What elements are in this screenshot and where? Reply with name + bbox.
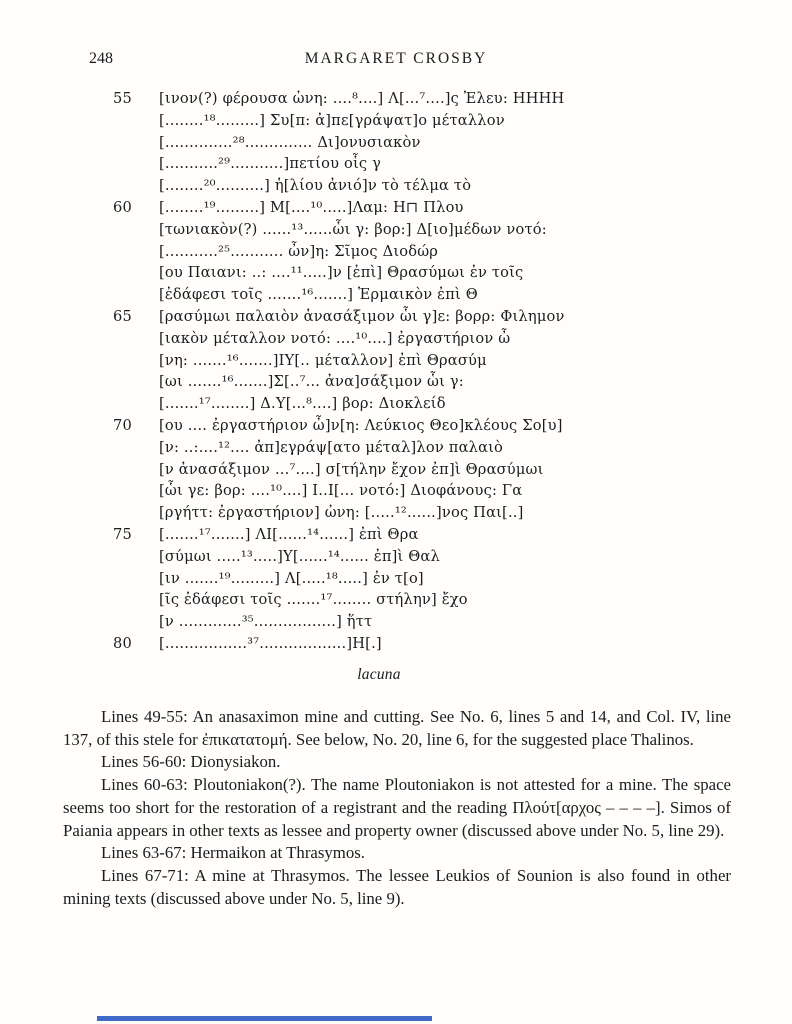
line-number bbox=[113, 459, 145, 481]
line-number bbox=[113, 611, 145, 633]
line-number bbox=[113, 262, 145, 284]
line-text: [..............²⁸.............. Δι]ονυσιακὸν bbox=[159, 133, 421, 151]
line-number bbox=[113, 241, 145, 263]
line-text: [ν .............³⁵.................] ἥττ bbox=[159, 613, 373, 631]
line-number: 60 bbox=[113, 198, 132, 216]
line-number bbox=[113, 153, 145, 175]
line-text: [ινον(?) φέρουσα ὠνη: ....⁸....] Λ[...⁷....]ς Ἐλευ: ΗΗΗΗ bbox=[159, 90, 565, 107]
inscription-line bbox=[113, 459, 599, 481]
line-number bbox=[113, 568, 145, 590]
line-text: [τωνιακὸν(?) ......¹³......ὧι γ: βορ:] Δ[ιο]μέδων νοτό: bbox=[159, 220, 547, 238]
commentary-block bbox=[63, 706, 731, 910]
lacuna-label: lacuna bbox=[357, 665, 401, 683]
commentary-paragraph: Lines 49-55: An anasaximon mine and cutting. See No. 6, lines 5 and 14, and Col. IV, line 137, of this stele for ἐπικατατομή. See below, No. 20, line 6, for the suggested place Thalinos. bbox=[63, 707, 731, 749]
inscription-line bbox=[113, 480, 599, 502]
commentary-paragraph: Lines 60-63: Ploutoniakon(?). The name Ploutoniakon is not attested for a mine. The space seems too short for the restoration of a registrant and the reading Πλούτ[αρχος – – – –]. Simos of Paiania appears in other texts as lessee and property owner (discussed above under No. 5, line 29). bbox=[63, 775, 731, 840]
line-text: [ιν .......¹⁹.........] Λ[.....¹⁸.....] ἐν τ[ο] bbox=[159, 569, 424, 587]
line-number bbox=[113, 284, 145, 306]
line-number: 65 bbox=[113, 307, 132, 325]
line-text: [ν: ..:....¹².... ἀπ]εγράψ[ατο μέταλ]λον παλαιὸ bbox=[159, 438, 504, 456]
inscription-line bbox=[113, 371, 599, 393]
line-text: [ου Παιανι: ..: ....¹¹.....]ν [ἐπὶ] Θρασύμωι ἐν τοῖς bbox=[159, 264, 524, 282]
line-text: [ργήττ: ἐργαστήριον] ὠνη: [.....¹²......]νος Παι[..] bbox=[159, 504, 524, 522]
inscription-line bbox=[113, 132, 599, 154]
commentary-paragraph: Lines 63-67: Hermaikon at Thrasymos. bbox=[101, 843, 365, 863]
line-number bbox=[113, 371, 145, 393]
inscription-block bbox=[113, 88, 599, 686]
line-text: [σύμωι .....¹³.....]Υ[......¹⁴...... ἐπ]ὶ Θαλ bbox=[159, 547, 440, 565]
inscription-line bbox=[113, 197, 599, 219]
line-text: [ὧι γε: βορ: ....¹⁰....] Ι..Ι[... νοτό:] Διοφάνους: Γα bbox=[159, 482, 523, 500]
line-text: [...........²⁹...........]πετίου οἷς γ bbox=[159, 155, 382, 173]
line-number bbox=[113, 328, 145, 350]
line-text: [.................³⁷..................]Η[.] bbox=[159, 634, 382, 652]
inscription-line bbox=[113, 393, 599, 415]
inscription-line bbox=[113, 284, 599, 306]
line-number bbox=[113, 393, 145, 415]
line-text: [ιακὸν μέταλλον νοτό: ....¹⁰....] ἐργαστήριον ὦ bbox=[159, 329, 511, 347]
inscription-line bbox=[113, 415, 599, 437]
inscription-line bbox=[113, 153, 599, 175]
inscription-line bbox=[113, 546, 599, 568]
line-text: [ἐδάφεσι τοῖς .......¹⁶.......] Ἑρμαικὸν ἐπὶ Θ bbox=[159, 286, 478, 304]
inscription-line bbox=[113, 350, 599, 372]
line-number: 75 bbox=[113, 525, 132, 543]
running-head: MARGARET CROSBY bbox=[304, 50, 488, 67]
line-text: [.......¹⁷.......] ΛΙ[......¹⁴......] ἐπὶ Θρα bbox=[159, 525, 419, 543]
line-number bbox=[113, 546, 145, 568]
line-number: 55 bbox=[113, 90, 132, 107]
line-text: [ν ἀνασάξιμον ...⁷....] σ[τήλην ἔχον ἐπ]ὶ Θρασύμωι bbox=[159, 460, 544, 478]
line-text: [...........²⁵........... ὦν]η: Σῖμος Διοδώρ bbox=[159, 242, 439, 260]
line-text: [ρασύμωι παλαιὸν ἀνασάξιμον ὧι γ]ε: βορρ: Φιλημον bbox=[159, 307, 565, 325]
page-number: 248 bbox=[89, 50, 113, 67]
commentary-paragraph: Lines 56-60: Dionysiakon. bbox=[101, 752, 281, 772]
line-text: [.......¹⁷........] Δ.Υ[...⁸....] βορ: Διοκλείδ bbox=[159, 395, 446, 413]
inscription-line bbox=[113, 611, 599, 633]
inscription-line bbox=[113, 175, 599, 197]
inscription-line bbox=[113, 633, 599, 655]
line-number bbox=[113, 502, 145, 524]
scan-artifact-line bbox=[97, 1016, 432, 1021]
line-text: [ωι .......¹⁶.......]Σ[..⁷... ἀνα]σάξιμον ὧι γ: bbox=[159, 373, 464, 391]
line-number bbox=[113, 350, 145, 372]
inscription-line bbox=[113, 589, 599, 611]
inscription-line bbox=[113, 502, 599, 524]
line-text: [ῖς ἐδάφεσι τοῖς .......¹⁷........ στήλην] ἔχο bbox=[159, 591, 468, 609]
inscription-line bbox=[113, 219, 599, 241]
inscription-line bbox=[113, 306, 599, 328]
inscription-line bbox=[113, 524, 599, 546]
commentary-paragraph: Lines 67-71: A mine at Thrasymos. The lessee Leukios of Sounion is also found in other mining texts (discussed above under No. 5, line 9). bbox=[63, 865, 731, 908]
inscription-line bbox=[113, 328, 599, 350]
line-number bbox=[113, 480, 145, 502]
line-text: [........¹⁸.........] Συ[π: ἀ]πε[γράψατ]ο μέταλλον bbox=[159, 111, 505, 129]
line-number bbox=[113, 175, 145, 197]
inscription-line bbox=[113, 568, 599, 590]
line-number bbox=[113, 437, 145, 459]
line-number bbox=[113, 219, 145, 241]
inscription-line bbox=[113, 88, 599, 110]
line-text: [ου .... ἐργαστήριον ὦ]ν[η: Λεύκιος Θεο]κλέους Σο[υ] bbox=[159, 416, 563, 434]
line-number: 70 bbox=[113, 416, 132, 434]
line-text: [........²⁰..........] ἡ[λίου ἀνιό]ν τὸ τέλμα τὸ bbox=[159, 177, 472, 195]
inscription-line bbox=[113, 110, 599, 132]
line-number bbox=[113, 110, 145, 132]
line-text: [νη: .......¹⁶.......]ΙΥ[.. μέταλλον] ἐπὶ Θρασύμ bbox=[159, 351, 487, 369]
line-number bbox=[113, 589, 145, 611]
inscription-line bbox=[113, 262, 599, 284]
inscription-line bbox=[113, 437, 599, 459]
line-text: [........¹⁹.........] Μ[....¹⁰.....]Λαμ: Η⊓ Πλου bbox=[159, 198, 464, 216]
line-number: 80 bbox=[113, 634, 132, 652]
line-number bbox=[113, 132, 145, 154]
inscription-line bbox=[113, 241, 599, 263]
